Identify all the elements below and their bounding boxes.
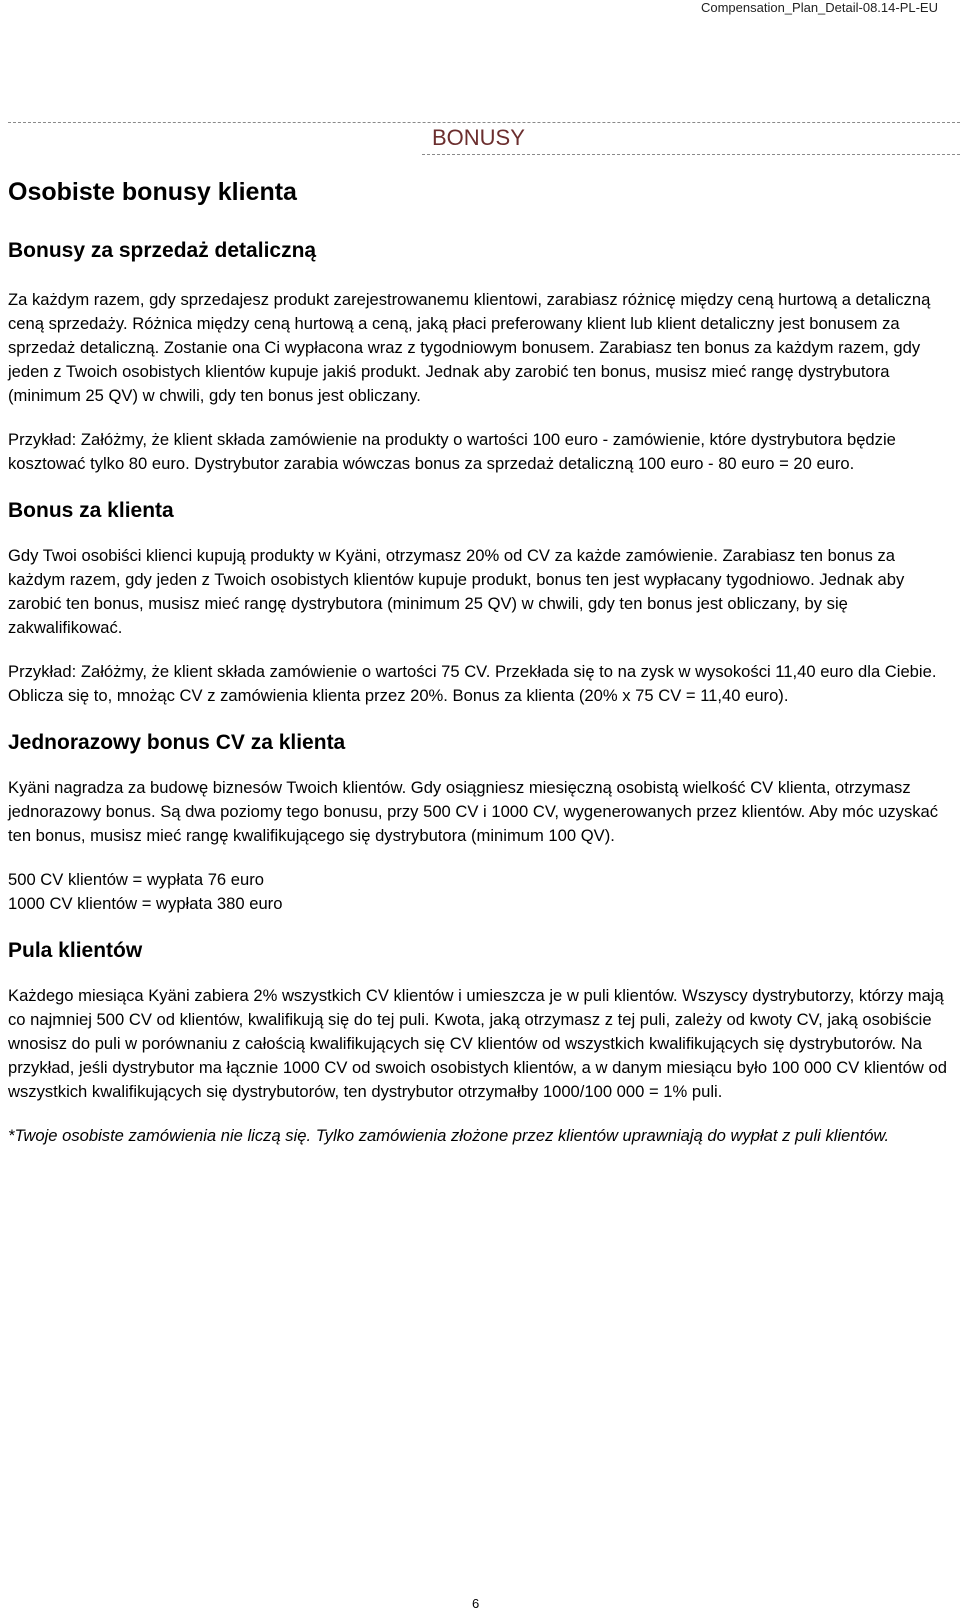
section-heading-customer-pool: Pula klientów [8, 939, 143, 962]
section-heading-retail-bonus: Bonusy za sprzedaż detaliczną [8, 239, 317, 262]
payout-line: 500 CV klientów = wypłata 76 euro [8, 870, 264, 889]
payout-line: 1000 CV klientów = wypłata 380 euro [8, 894, 283, 913]
section-heading-one-time-bonus: Jednorazowy bonus CV za klienta [8, 731, 346, 754]
one-time-bonus-paragraph: Kyäni nagradza za budowę biznesów Twoich klientów. Gdy osiągniesz miesięczną osobistą wielkość CV klienta, otrzymasz jednorazowy bonus. Są dwa poziomy tego bonusu, przy 500 CV i 1000 CV, wygenerowanych przez klientów. Aby móc uzyskać ten bonus, musisz mieć rangę kwalifikującego się dystrybutora (minimum 100 QV). [8, 778, 939, 845]
customer-pool-note: *Twoje osobiste zamówienia nie liczą się. Tylko zamówienia złożone przez klientów uprawniają do wypłat z puli klientów. [8, 1126, 890, 1145]
page-title: Osobiste bonusy klienta [8, 178, 297, 206]
section-label: BONUSY [432, 125, 525, 150]
section-heading-customer-bonus: Bonus za klienta [8, 499, 174, 522]
header-divider [8, 122, 960, 123]
retail-bonus-paragraph: Za każdym razem, gdy sprzedajesz produkt zarejestrowanemu klientowi, zarabiasz różnicę między ceną hurtową a detaliczną ceną sprzedaży. Różnica między ceną hurtową a ceną, jaką płaci preferowany klient lub klient detaliczny jest bonusem za sprzedaż detaliczną. Zostanie ona Ci wypłacona wraz z tygodniowym bonusem. Zarabiasz ten bonus za każdym razem, gdy jeden z Twoich osobistych klientów kupuje jakiś produkt. Jednak aby zarobić ten bonus, musisz mieć rangę dystrybutora (minimum 25 QV) w chwili, gdy ten bonus jest obliczany. [8, 290, 931, 405]
document-body [8, 174, 952, 1168]
retail-bonus-example: Przykład: Załóżmy, że klient składa zamówienie na produkty o wartości 100 euro - zamówienie, które dystrybutora będzie kosztować tylko 80 euro. Dystrybutor zarabia wówczas bonus za sprzedaż detaliczną 100 euro - 80 euro = 20 euro. [8, 430, 896, 473]
page-number: 6 [472, 1596, 480, 1611]
customer-bonus-paragraph: Gdy Twoi osobiści klienci kupują produkty w Kyäni, otrzymasz 20% od CV za każde zamówienie. Zarabiasz ten bonus za każdym razem, gdy jeden z Twoich osobistych klientów kupuje produkt, bonus ten jest wypłacany tygodniowo. Jednak aby zarobić ten bonus, musisz mieć rangę dystrybutora (minimum 25 QV) w chwili, gdy ten bonus jest obliczany, by się zakwalifikować. [8, 546, 905, 637]
section-divider [422, 154, 960, 155]
document-id: Compensation_Plan_Detail-08.14-PL-EU [700, 0, 938, 15]
customer-bonus-example: Przykład: Załóżmy, że klient składa zamówienie o wartości 75 CV. Przekłada się to na zysk w wysokości 11,40 euro dla Ciebie. Oblicza się to, mnożąc CV z zamówienia klienta przez 20%. Bonus za klienta (20% x 75 CV = 11,40 euro). [8, 662, 937, 705]
customer-pool-paragraph: Każdego miesiąca Kyäni zabiera 2% wszystkich CV klientów i umieszcza je w puli klientów. Wszyscy dystrybutorzy, którzy mają co najmniej 500 CV od klientów, kwalifikują się do tej puli. Kwota, jaką otrzymasz z tej puli, zależy od kwoty CV, jaką osobiście wnosisz do puli w porównaniu z całością kwalifikujących się CV klientów od wszystkich kwalifikujących się dystrybutorów. Na przykład, jeśli dystrybutor ma łącznie 1000 CV od swoich osobistych klientów, a w danym miesiącu było 100 000 CV klientów od wszystkich kwalifikujących się dystrybutorów, ten dystrybutor otrzymałby 1000/100 000 = 1% puli. [8, 986, 947, 1101]
